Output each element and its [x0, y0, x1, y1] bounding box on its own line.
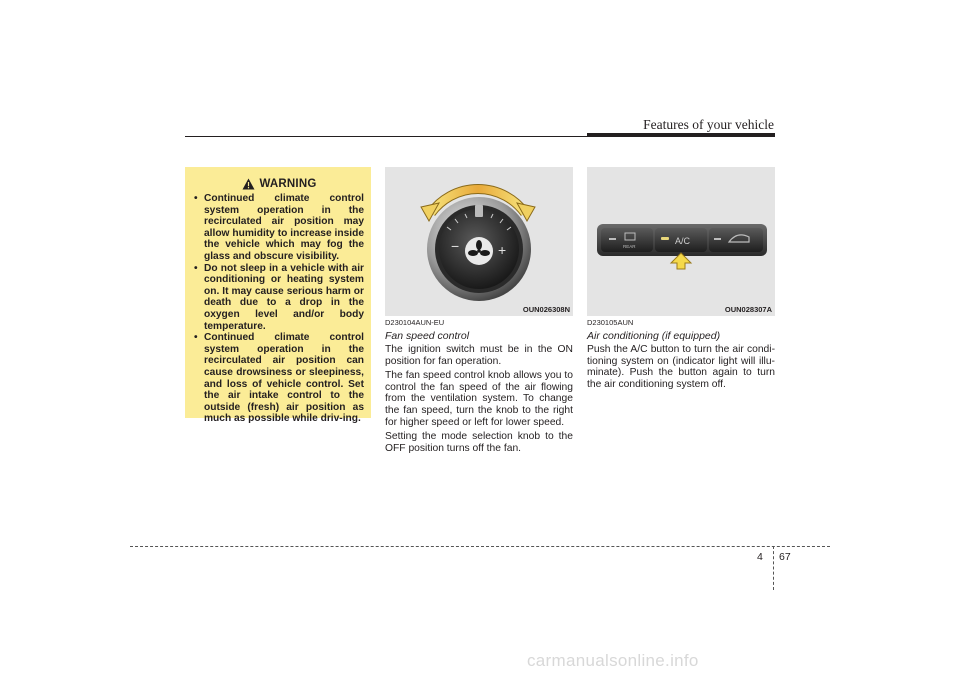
paragraph: The fan speed control knob allows you to control the fan speed of the air flowing from the ventilation system. To change the fan speed, turn the knob to the right for higher speed or left for lower speed. — [385, 370, 573, 428]
footer-divider — [773, 546, 774, 590]
section-title: Air conditioning (if equipped) — [587, 330, 721, 342]
warning-triangle-icon — [242, 178, 255, 190]
header-bar — [587, 133, 775, 137]
knob-plus-label: + — [498, 242, 507, 258]
paragraph: Push the A/C button to turn the air condi-tioning system on (indicator light will illu-minate). Push the button again to turn the air conditioning system off. — [587, 344, 775, 390]
chapter-number: 4 — [757, 551, 763, 563]
watermark: carmanualsonline.info — [527, 651, 699, 670]
figure-code: OUN028307A — [724, 305, 772, 314]
page-header-title: Features of your vehicle — [643, 117, 774, 132]
section-title: Fan speed control — [385, 330, 470, 342]
warning-item: • Continued climate control system operation in the recirculated air position may allow humidity to increase inside the vehicle which may fog the glass and obscure visibility. — [194, 193, 364, 262]
warning-heading — [194, 178, 364, 190]
ac-section — [587, 318, 775, 393]
figure-code: OUN026308N — [522, 305, 570, 314]
doc-code: D230104AUN-EU — [385, 318, 445, 327]
knob-minus-label: − — [451, 238, 460, 254]
ac-panel-illustration — [587, 167, 775, 316]
doc-code: D230105AUN — [587, 318, 634, 327]
ac-button-figure — [587, 167, 775, 316]
footer-rule — [130, 546, 830, 547]
fan-knob-figure — [385, 167, 573, 316]
page-number: 67 — [779, 551, 791, 563]
warning-item: • Do not sleep in a vehicle with air conditioning or heating system on. It may cause serious harm or death due to a drop in the oxygen level and/or body temperature. — [194, 262, 364, 332]
paragraph: Setting the mode selection knob to the OFF position turns off the fan. — [385, 431, 573, 454]
warning-title: WARNING — [259, 178, 317, 190]
warning-item: • Continued climate control system operation in the recirculated air position can cause drowsiness or sleepiness, and loss of vehicle control. Set the air intake control to the outside (fresh) air position as much as possible while driv-ing. — [194, 332, 364, 425]
rear-label: REAR — [623, 244, 636, 249]
warning-box — [185, 167, 371, 425]
fan-knob-illustration — [385, 167, 573, 316]
paragraph: The ignition switch must be in the ON position for fan operation. — [385, 344, 573, 367]
ac-label: A/C — [675, 236, 691, 246]
fan-section — [385, 318, 573, 457]
